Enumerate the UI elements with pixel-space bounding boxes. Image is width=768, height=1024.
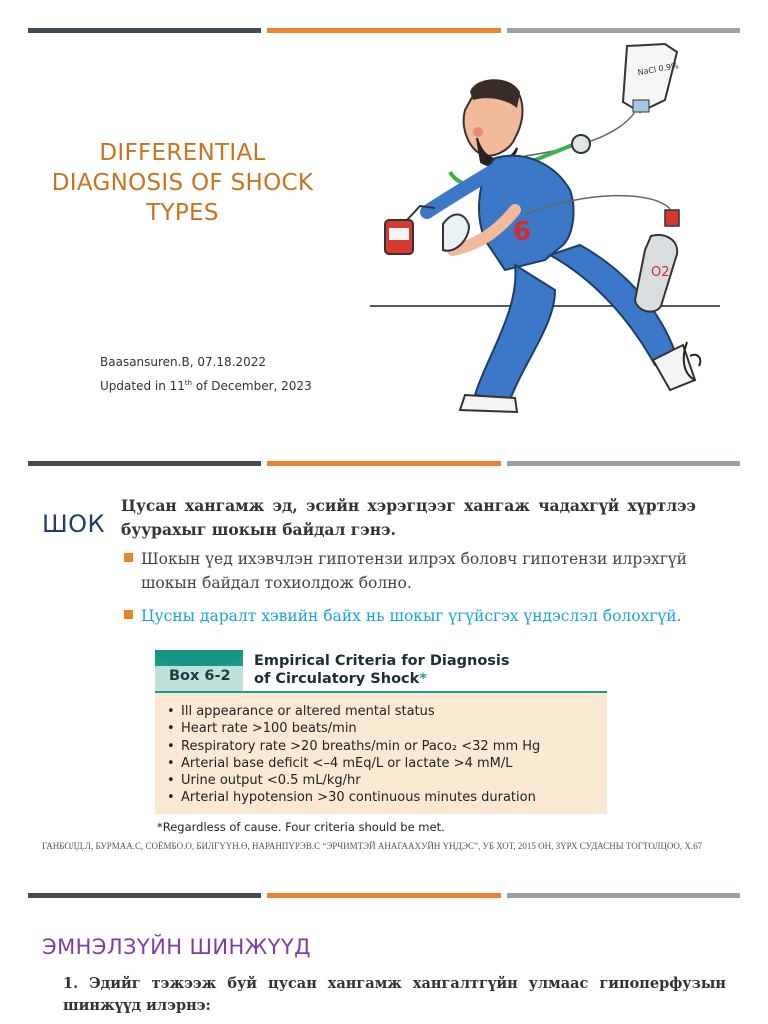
updated-suffix: of December, 2023 [192,379,312,393]
slide3-divider [28,893,740,898]
criteria-item: • Urine output <0.5 mL/kg/hr [167,772,540,789]
iv-bag-label: NaCl 0.9% [636,61,680,78]
slide2-label: ШОК [42,510,106,538]
slide3-title: ЭМНЭЛЗҮЙН ШИНЖҮҮД [42,935,311,959]
box-title-line1: Empirical Criteria for Diagnosis [254,653,510,669]
divider-segment-gray [507,461,740,466]
o2-label: O2 [651,265,670,280]
updated-line [100,373,312,397]
criteria-item: • Ill appearance or altered mental status [167,703,540,720]
box-title-line2: of Circulatory Shock [254,671,420,687]
criteria-box [155,648,607,814]
criteria-item: • Heart rate >100 beats/min [167,720,540,737]
oxygen-cylinder-icon [635,210,679,312]
divider-segment-dark [28,893,261,898]
box-rule [155,691,607,693]
bullet-square-icon [124,553,133,562]
updated-prefix: Updated in 11 [100,379,185,393]
iv-bag-icon [623,44,680,112]
bullet-item [124,547,699,595]
box-tab-top [155,650,243,666]
criteria-list [167,703,540,807]
slide3-text: 1. Эдийг тэжээж буй цусан хангамж хангалтгүйн улмаас гипоперфузын шинжүүд илэрнэ: [63,975,726,1014]
slide1-divider [28,28,740,33]
bullet-square-icon [124,610,133,619]
criteria-item: • Respiratory rate >20 breaths/min or Paco₂ <32 mm Hg [167,738,540,755]
divider-segment-gray [507,28,740,33]
shock-definition: Цусан хангамж эд, эсийн хэрэгцээг хангаж чадахгүй хүртлээ буурахыг шокын байдал гэнэ. [121,496,696,539]
divider-segment-orange [267,893,500,898]
divider-segment-orange [267,28,500,33]
doctor-head [464,79,523,165]
bullet-text: Цусны даралт хэвийн байх нь шокыг үгүйсгэх үндэслэл болохгүй. [141,607,682,625]
shirt-number: 6 [513,217,532,247]
divider-segment-dark [28,28,261,33]
box-label: Box 6-2 [169,668,231,684]
slide2-divider [28,461,740,466]
divider-segment-dark [28,461,261,466]
author-line: Baasansuren.B, 07.18.2022 [100,355,267,369]
criteria-item: • Arterial base deficit <–4 mEq/L or lactate >4 mM/L [167,755,540,772]
bullet-text: Шокын үед ихэвчлэн гипотензи илрэх боловч гипотензи илрэхгүй шокын байдал тохиолдож болно. [141,550,687,592]
slide1-title: DIFFERENTIAL DIAGNOSIS OF SHOCK TYPES [51,140,314,226]
box-title-line2-wrap [254,670,604,688]
box-title-star: * [419,671,427,687]
bullet-item-highlight [124,604,699,628]
box-title [254,652,604,688]
slide2-reference: ГАНБОЛД.Л, БУРМАА.С, СОЁМБО.О, БИЛГҮҮН.Ө, НАРАНПҮРЭВ.С “ЭРЧИМТЭЙ АНАГААХУЙН ҮНДЭС”, УБ ХОТ, 2015 ОН, ЗҮРХ СУДАСНЫ ТОГТОЛЦОО, Х.67 [42,841,703,851]
divider-segment-orange [267,461,500,466]
slide1-author [100,352,312,397]
updated-sup: th [184,379,193,387]
shock-bullet-list [124,547,699,637]
running-doctor-illustration [365,40,725,435]
divider-segment-gray [507,893,740,898]
criteria-item: • Arterial hypotension >30 continuous minutes duration [167,789,540,806]
box-footnote: *Regardless of cause. Four criteria should be met. [157,820,445,834]
